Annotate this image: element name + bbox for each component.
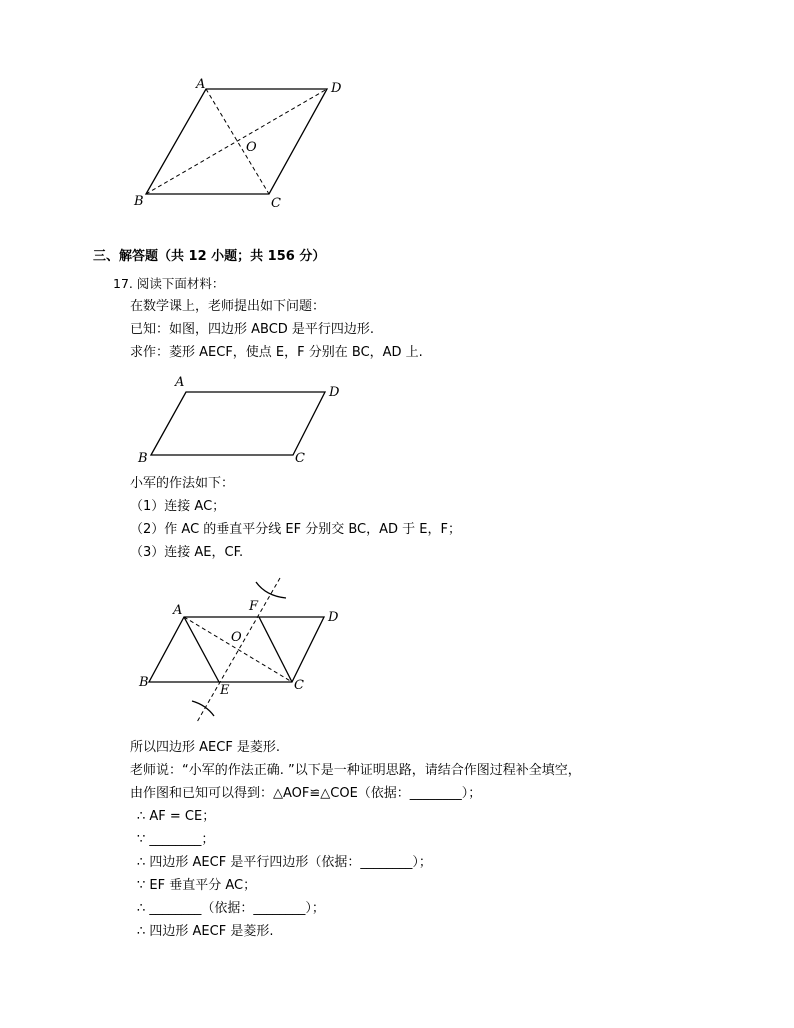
proof-line: 所以四边形 AECF 是菱形. xyxy=(130,740,281,755)
label-b: B xyxy=(138,451,148,466)
method-step: （2）作 AC 的垂直平分线 EF 分别交 BC，AD 于 E，F； xyxy=(130,522,461,537)
label-d: D xyxy=(328,610,339,625)
method-step: （1）连接 AC； xyxy=(130,499,226,514)
problem-line: 求作：菱形 AECF，使点 E，F 分别在 BC，AD 上. xyxy=(130,345,423,360)
proof-line: ∴ 四边形 AECF 是平行四边形（依据：________）； xyxy=(137,855,432,870)
arc-mark-top xyxy=(256,582,286,598)
proof-line: 由作图和已知可以得到：△AOF≌△COE（依据：________）； xyxy=(130,786,482,801)
method-intro: 小军的作法如下： xyxy=(130,476,235,491)
label-d: D xyxy=(331,81,342,96)
label-c: C xyxy=(294,678,304,693)
method-step: （3）连接 AE，CF. xyxy=(130,545,244,560)
label-b: B xyxy=(139,675,149,690)
label-c: C xyxy=(295,451,305,466)
proof-line: ∴ ________（依据：________）； xyxy=(137,901,325,916)
proof-line: 老师说：“小军的作法正确. ”以下是一种证明思路，请结合作图过程补全填空， xyxy=(130,763,581,778)
label-b: B xyxy=(134,194,144,209)
label-e: E xyxy=(220,683,230,698)
proof-line: ∴ AF = CE； xyxy=(137,809,216,824)
label-d: D xyxy=(329,385,340,400)
label-f: F xyxy=(249,599,259,614)
problem-line: 已知：如图，四边形 ABCD 是平行四边形. xyxy=(130,322,375,337)
label-c: C xyxy=(271,196,281,211)
arc-mark-bottom xyxy=(192,701,214,716)
segment-ae xyxy=(184,617,219,682)
label-a: A xyxy=(173,603,183,618)
parallelogram-abcd xyxy=(149,617,324,682)
label-o: O xyxy=(231,630,242,645)
proof-line: ∴ 四边形 AECF 是菱形. xyxy=(137,924,274,939)
label-a: A xyxy=(175,375,185,390)
section-heading: 三、解答题（共 12 小题；共 156 分） xyxy=(93,249,326,264)
label-o: O xyxy=(246,140,257,155)
proof-line: ∵ ________； xyxy=(137,832,215,847)
problem-number-intro: 17. 阅读下面材料： xyxy=(113,276,225,291)
proof-line: ∵ EF 垂直平分 AC； xyxy=(137,878,257,893)
label-a: A xyxy=(196,77,206,92)
problem-line: 在数学课上，老师提出如下问题： xyxy=(130,299,326,314)
